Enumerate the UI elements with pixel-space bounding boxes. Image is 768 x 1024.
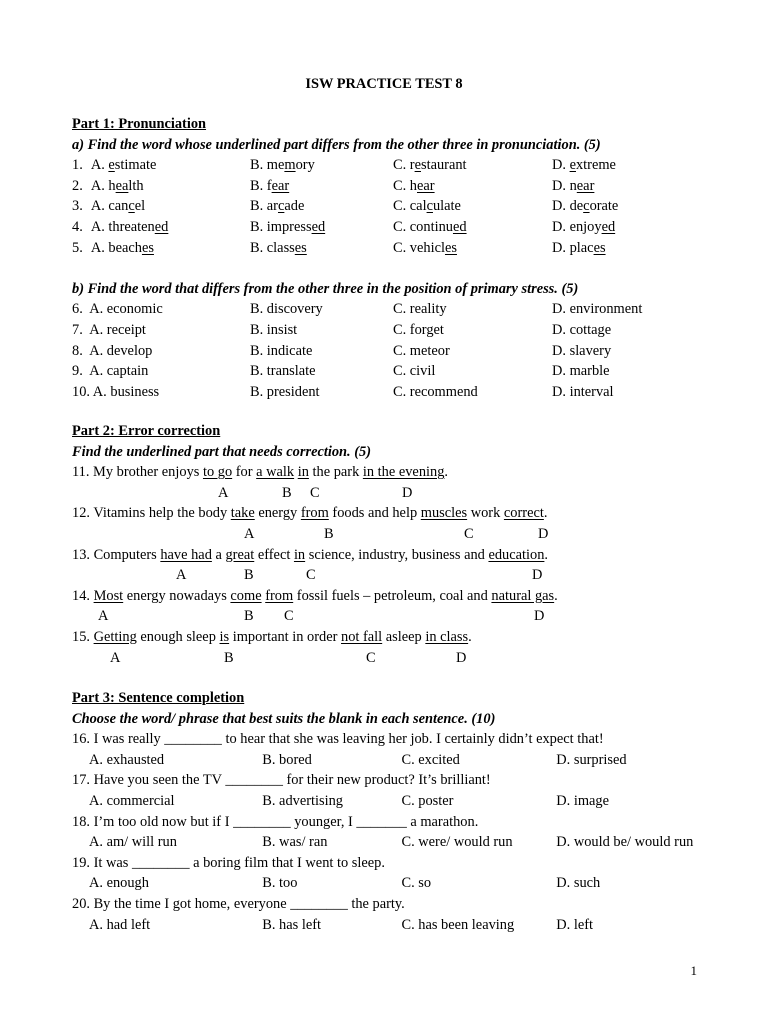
underlined-part: in [297,464,309,481]
question: 19. It was ________ a boring film that I went to sleep. [72,854,385,871]
underlined-part: is [219,628,230,645]
option: B. has left [262,916,322,933]
option: B. impressed [250,218,326,235]
underlined-part: ear [417,177,435,194]
option: D. enjoyed [552,218,616,235]
underlined-part: e [108,157,115,174]
page-title: ISW PRACTICE TEST 8 [305,76,463,92]
underlined-part: e [569,157,576,174]
underlined-part: take [230,505,255,522]
underlined-part: e [414,157,421,174]
error-sentence: 11. My brother enjoys to go for a walk in the park in the evening. [72,464,449,481]
option: B. bored [262,751,312,768]
item-number: 5. [72,239,87,256]
question: 16. I was really ________ to hear that she was leaving her job. I certainly didn’t expect that! [72,731,604,748]
item-number: 3. [72,198,87,215]
option: B. translate [250,363,316,380]
option-letter: A [244,525,255,542]
underlined-part: not fall [341,628,383,645]
part1-b-list [72,299,712,402]
underlined-part: c [277,198,285,215]
underlined-part: a walk [256,464,295,481]
option: C. reality [393,301,447,318]
underlined-part: c [128,198,135,215]
item-number: 4. [72,218,87,235]
option: D. near [552,177,595,194]
option: B. too [262,875,298,892]
option-letter: D [532,567,543,584]
option-letter: C [306,567,316,584]
underlined-part: in class [425,628,469,645]
pronunciation-item [72,155,712,176]
stress-item [72,299,712,320]
underlined-part: ear [271,177,290,194]
option-letters [72,648,712,669]
option: D. marble [552,363,610,380]
part2-heading: Part 2: Error correction [72,423,221,439]
underlined-part: c [583,198,590,215]
option: 4. A. threatened [72,217,250,238]
underlined-part: ear [576,177,595,194]
answer-options [72,832,712,853]
error-sentence: 12. Vitamins help the body take energy from foods and help muscles work correct. [72,505,548,522]
underlined-part: ed [311,218,326,235]
part2-instruction: Find the underlined part that needs correction. (5) [72,443,372,460]
part3-section [72,688,712,935]
option: C. has been leaving [401,916,515,933]
option: A. commercial [89,792,175,809]
option: C. calculate [393,198,461,215]
pronunciation-item [72,238,712,259]
option-letter: C [310,484,320,501]
page-number: 1 [690,963,697,978]
option: A. am/ will run [89,834,177,851]
option: B. advertising [262,792,344,809]
option-letter: A [218,484,229,501]
option: 3. A. cancel [72,196,250,217]
option: D. environment [552,301,643,318]
option-letter: D [456,649,467,666]
option: 7. A. receipt [72,321,146,338]
option-letters [72,524,712,545]
option-letter: A [98,608,109,625]
option: C. meteor [393,342,450,359]
option: A. exhausted [89,751,165,768]
option-letter: B [282,484,292,501]
underlined-part: ea [115,177,129,194]
pronunciation-item [72,196,712,217]
underlined-part: to go [202,464,233,481]
option: B. was/ ran [262,834,328,851]
option: 10. A. business [72,383,160,400]
option: 9. A. captain [72,363,149,380]
underlined-part: Getting [93,628,137,645]
underlined-part: come [230,587,262,604]
underlined-part: education [488,546,545,563]
underlined-part: natural gas [491,587,555,604]
option: D. image [556,792,609,809]
underlined-part: m [284,157,296,174]
option: C. forget [393,321,444,338]
option-letter: B [244,608,254,625]
pronunciation-item [72,176,712,197]
option: B. discovery [250,301,323,318]
option: 2. A. health [72,176,250,197]
option: C. vehicles [393,239,457,256]
stress-item [72,320,712,341]
option: 6. A. economic [72,301,163,318]
option-letters [72,606,712,627]
option: C. were/ would run [401,834,513,851]
part1-heading: Part 1: Pronunciation [72,116,207,132]
underlined-part: muscles [420,505,468,522]
option-letter: D [538,525,549,542]
option: 5. A. beaches [72,238,250,259]
option-letter: C [284,608,294,625]
underlined-part: from [300,505,329,522]
option: C. hear [393,177,435,194]
underlined-part: correct [503,505,544,522]
option-letter: C [366,649,376,666]
underlined-part: es [294,239,307,256]
option: C. poster [401,792,454,809]
question: 17. Have you seen the TV ________ for their new product? It’s brilliant! [72,772,491,789]
underlined-part: ed [154,218,169,235]
underlined-part: ed [601,218,616,235]
stress-item [72,341,712,362]
option: B. indicate [250,342,313,359]
part1-a-instruction: a) Find the word whose underlined part differs from the other three in pronunciation. (5) [72,136,601,153]
underlined-part: c [426,198,433,215]
underlined-part: great [225,546,255,563]
option: D. such [556,875,601,892]
option-letter: B [244,567,254,584]
option-letters [72,565,712,586]
option: B. classes [250,239,307,256]
option: A. enough [89,875,149,892]
part3-heading: Part 3: Sentence completion [72,690,245,706]
answer-options [72,873,712,894]
part2-section [72,421,712,668]
option: B. fear [250,177,290,194]
stress-item [72,361,712,382]
question: 20. By the time I got home, everyone ________ the party. [72,895,405,912]
answer-options [72,791,712,812]
part3-instruction: Choose the word/ phrase that best suits the blank in each sentence. (10) [72,710,496,727]
option: A. had left [89,916,151,933]
option: C. continued [393,218,467,235]
underlined-part: es [444,239,457,256]
option-letter: C [464,525,474,542]
option: D. cottage [552,321,612,338]
option: D. left [556,916,594,933]
option-letter: B [324,525,334,542]
underlined-part: from [265,587,294,604]
underlined-part: ed [452,218,467,235]
underlined-part: have had [160,546,212,563]
option: C. civil [393,363,436,380]
part3-list [72,729,712,935]
option: C. so [401,875,432,892]
underlined-part: es [141,239,154,256]
underlined-part: in the evening [362,464,445,481]
option-letter: D [534,608,545,625]
item-number: 1. [72,157,87,174]
underlined-part: es [593,239,606,256]
option: D. slavery [552,342,612,359]
option: C. excited [401,751,460,768]
option: B. president [250,383,320,400]
part1-a-list [72,155,712,258]
option: D. extreme [552,157,616,174]
option: D. places [552,239,606,256]
option-letter: D [402,484,413,501]
item-number: 2. [72,177,87,194]
option: B. insist [250,321,298,338]
option: B. arcade [250,198,305,215]
part1-b-instruction: b) Find the word that differs from the other three in the position of primary stress. (5) [72,280,579,297]
option: 8. A. develop [72,342,153,359]
error-sentence: 15. Getting enough sleep is important in order not fall asleep in class. [72,628,472,645]
option-letters [72,483,712,504]
option: C. restaurant [393,157,467,174]
option: D. would be/ would run [556,834,694,851]
part1-section [72,114,712,402]
option-letter: A [176,567,187,584]
error-sentence: 14. Most energy nowadays come from fossil fuels – petroleum, coal and natural gas. [72,587,558,604]
option: B. memory [250,157,315,174]
option-letter: A [110,649,121,666]
option: D. surprised [556,751,627,768]
answer-options [72,915,712,936]
part2-list [72,462,712,668]
option: D. interval [552,383,614,400]
question: 18. I’m too old now but if I ________ younger, I _______ a marathon. [72,813,479,830]
pronunciation-item [72,217,712,238]
underlined-part: Most [93,587,124,604]
option-letter: B [224,649,234,666]
option: D. decorate [552,198,619,215]
option: C. recommend [393,383,478,400]
underlined-part: in [293,546,306,563]
stress-item [72,382,712,403]
error-sentence: 13. Computers have had a great effect in science, industry, business and education. [72,546,549,563]
option: 1. A. estimate [72,155,250,176]
answer-options [72,750,712,771]
